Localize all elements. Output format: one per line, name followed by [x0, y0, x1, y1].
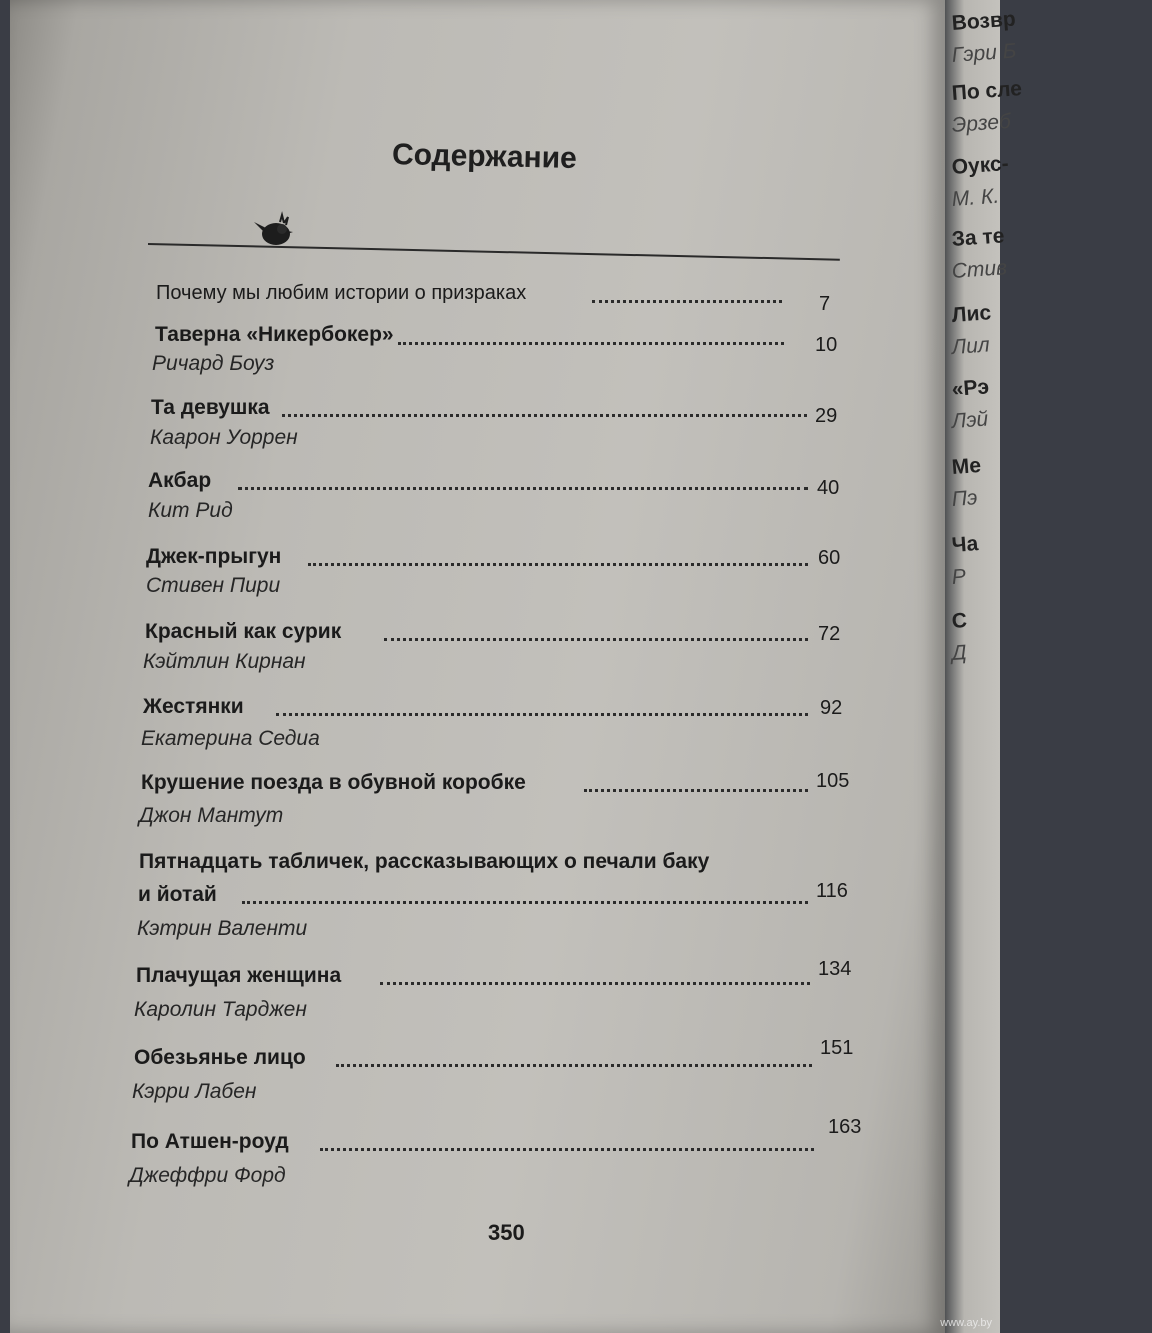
- dot-leader: [592, 300, 782, 303]
- toc-page-number: 40: [817, 477, 840, 499]
- toc-entry-title: и йотай: [138, 883, 217, 906]
- toc-entry-author: Кэрри Лабен: [132, 1080, 257, 1103]
- toc-entry-title: Акбар: [148, 469, 212, 492]
- toc-entry-title: Таверна «Никербокер»: [155, 323, 394, 346]
- page-title: Содержание: [391, 138, 578, 175]
- right-page-text: Лил: [951, 333, 991, 359]
- toc-entry-title: Жестянки: [143, 695, 244, 718]
- toc-page-number: 134: [818, 958, 852, 980]
- toc-page-number: 105: [816, 770, 850, 792]
- toc-page-number: 60: [818, 547, 841, 569]
- right-page-text: Ме: [951, 453, 982, 479]
- toc-page-number: 29: [815, 405, 838, 427]
- right-page-text: Ча: [951, 532, 979, 557]
- right-page-text: За те: [951, 224, 1006, 251]
- toc-page-number: 72: [818, 623, 841, 645]
- dot-leader: [336, 1064, 812, 1067]
- dot-leader: [398, 342, 784, 345]
- dot-leader: [242, 901, 808, 904]
- right-page-text: Лэй: [951, 407, 989, 433]
- page-number: 350: [488, 1220, 525, 1245]
- toc-entry-title-line1: Пятнадцать табличек, рассказывающих о печали баку: [139, 850, 710, 873]
- toc-entry-title: Почему мы любим истории о призраках: [156, 282, 527, 304]
- toc-entry-author: Джеффри Форд: [129, 1164, 286, 1187]
- right-page-text: Эрзеб: [951, 109, 1012, 137]
- toc-entry-title: Крушение поезда в обувной коробке: [141, 771, 526, 794]
- dot-leader: [584, 789, 808, 792]
- toc-entry-title: Красный как сурик: [145, 620, 342, 643]
- right-page-text: Р: [951, 565, 967, 589]
- toc-entry-author: Кэйтлин Кирнан: [143, 650, 306, 673]
- right-page-text: Оукс-: [951, 152, 1010, 179]
- toc-page-number: 92: [820, 697, 843, 719]
- dot-leader: [380, 982, 810, 985]
- dot-leader: [308, 563, 808, 566]
- toc-entry-author: Джон Мантут: [139, 804, 284, 827]
- right-page-text: Гэри Б: [951, 39, 1018, 67]
- right-page-text: М. К.: [951, 184, 1000, 211]
- toc-entry-author: Екатерина Седиа: [141, 727, 320, 750]
- toc-entry-author: Каарон Уоррен: [150, 426, 298, 449]
- dot-leader: [238, 487, 808, 490]
- dot-leader: [282, 414, 807, 417]
- dot-leader: [320, 1148, 814, 1151]
- toc-page-number: 151: [820, 1037, 854, 1059]
- toc-page-number: 7: [819, 293, 831, 315]
- toc-entry-title: По Атшен-роуд: [131, 1130, 289, 1153]
- right-page-text: «Рэ: [951, 375, 990, 401]
- toc-entry-title: Плачущая женщина: [136, 964, 342, 987]
- dot-leader: [384, 638, 808, 641]
- right-page-text: Пэ: [951, 486, 979, 511]
- toc-entry-author: Кит Рид: [148, 499, 233, 522]
- toc-entry-author: Каролин Тарджен: [134, 998, 307, 1021]
- right-page-text: Стив: [951, 256, 1008, 283]
- right-page-text: С: [951, 608, 968, 633]
- toc-page-number: 116: [816, 880, 848, 902]
- watermark: www.ay.by: [940, 1317, 992, 1329]
- right-page-text: По сле: [951, 77, 1023, 105]
- toc-entry-author: Кэтрин Валенти: [137, 917, 308, 940]
- toc-entry-author: Стивен Пири: [146, 574, 281, 597]
- toc-entry-title: Джек-прыгун: [146, 545, 282, 568]
- right-page-text: Лис: [951, 301, 992, 327]
- dot-leader: [276, 713, 808, 716]
- book-page-right: [945, 0, 1023, 1333]
- toc-entry-author: Ричард Боуз: [152, 352, 275, 375]
- toc-entry-title: Обезьянье лицо: [134, 1046, 306, 1069]
- toc-page-number: 10: [815, 334, 838, 356]
- toc-page-number: 163: [828, 1116, 862, 1138]
- right-page-text: Д: [951, 640, 968, 665]
- toc-entry-title: Та девушка: [151, 396, 270, 419]
- right-page-text: Возвр: [951, 7, 1017, 35]
